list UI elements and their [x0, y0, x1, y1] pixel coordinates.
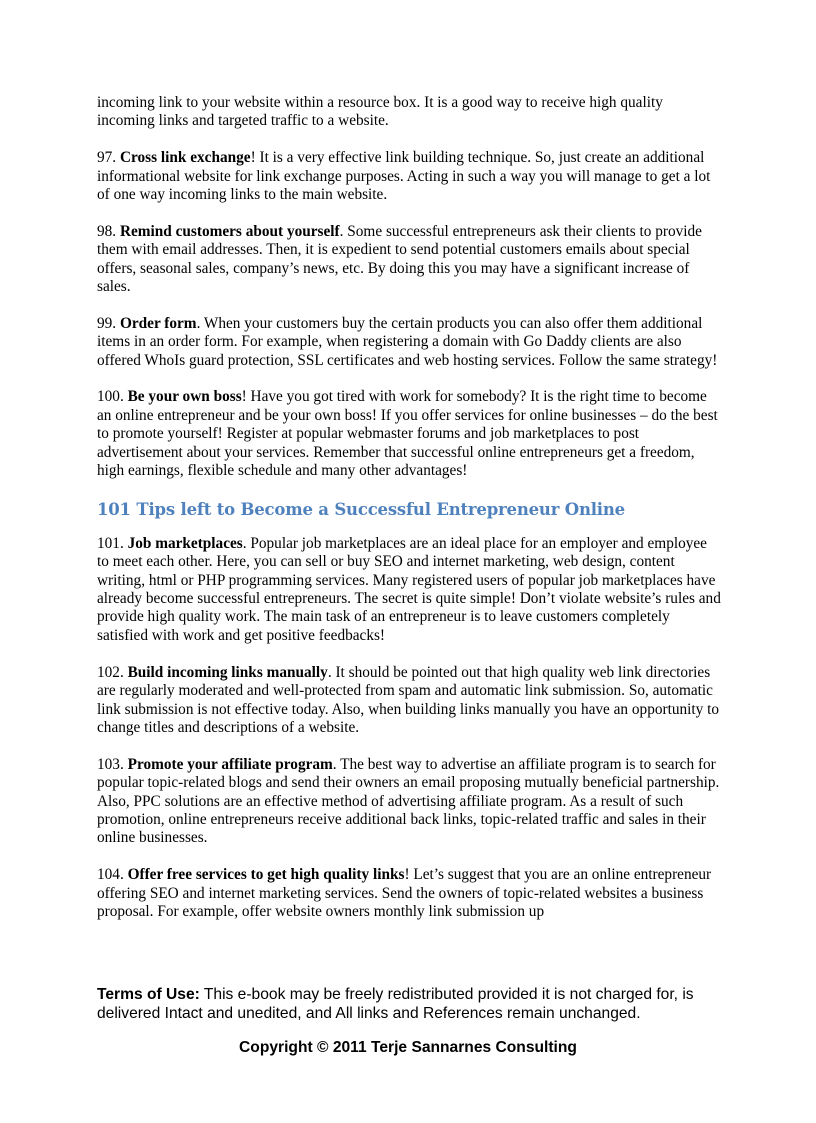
tip-title: Job marketplaces	[127, 534, 243, 552]
tip-101: 101. Job marketplaces. Popular job marketplaces are an ideal place for an employer and employee to meet each other. Here, you can sell or buy SEO and internet marketing, web design, content writing, html or PHP programming services. Many registered users of popular job marketplaces have already become successful entrepreneurs. The secret is quite simple! Don’t violate website’s rules and provide high quality work. The main task of an entrepreneur is to leave customers completely satisfied with work and get positive feedbacks!	[97, 534, 721, 644]
terms-of-use	[97, 985, 737, 1023]
tip-title: Offer free services to get high quality links	[127, 866, 405, 884]
tip-98: 98. Remind customers about yourself. Some successful entrepreneurs ask their clients to provide them with email addresses. Then, it is expedient to send potential customers emails about special offers, seasonal sales, company’s news, etc. By doing this you may have a significant increase of sales.	[97, 222, 702, 296]
tip-104: 104. Offer free services to get high quality links! Let’s suggest that you are an online entrepreneur offering SEO and internet marketing services. Send the owners of topic-related websites a business proposal. For example, offer website owners monthly link submission up	[97, 866, 712, 920]
tip-103: 103. Promote your affiliate program. The best way to advertise an affiliate program is to search for popular topic-related blogs and send their owners an email proposing mutually beneficial partnership. Also, PPC solutions are an effective method of advertising affiliate program. As a result of such promotion, online entrepreneurs receive additional back links, topic-related traffic and sales in their online businesses.	[97, 755, 720, 847]
tip-102: 102. Build incoming links manually. It should be pointed out that high quality web link directories are regularly moderated and well-protected from spam and automatic link submission. So, automatic link submission is not effective today. Also, when building links manually you have an opportunity to change titles and descriptions of a website.	[97, 663, 720, 736]
page-body	[97, 94, 722, 940]
paragraph-intro: incoming link to your website within a resource box. It is a good way to receive high quality incoming links and targeted traffic to a website.	[97, 94, 663, 130]
terms-label: Terms of Use:	[97, 986, 200, 1003]
tip-title: Cross link exchange	[119, 149, 251, 167]
tip-97: 97. Cross link exchange! It is a very effective link building technique. So, just create an additional informational website for link exchange purposes. Acting in such a way you will manage to get a lot of one way incoming links to the main website.	[97, 149, 711, 204]
tip-title: Order form	[119, 314, 197, 332]
tip-title: Remind customers about yourself	[119, 222, 340, 240]
tip-title: Promote your affiliate program	[127, 755, 333, 773]
terms-text: This e-book may be freely redistributed provided it is not charged for, is delivered Intact and unedited, and All links and References remain unchanged.	[97, 986, 694, 1022]
section-heading: 101 Tips left to Become a Successful Entrepreneur Online	[97, 499, 625, 519]
tip-100: 100. Be your own boss! Have you got tired with work for somebody? It is the right time to become an online entrepreneur and be your own boss! If you offer services for online businesses – do the best to promote yourself! Register at popular webmaster forums and job marketplaces to post advertisement about your services. Remember that successful online entrepreneurs get a freedom, high earnings, flexible schedule and many other advantages!	[97, 388, 718, 480]
copyright-notice: Copyright © 2011 Terje Sannarnes Consulting	[239, 1039, 577, 1056]
tip-99: 99. Order form. When your customers buy the certain products you can also offer them additional items in an order form. For example, when registering a domain with Go Daddy clients are also offered WhoIs guard protection, SSL certificates and web hosting services. Follow the same strategy!	[97, 314, 718, 369]
tip-title: Build incoming links manually	[127, 663, 328, 681]
tip-title: Be your own boss	[127, 388, 242, 406]
